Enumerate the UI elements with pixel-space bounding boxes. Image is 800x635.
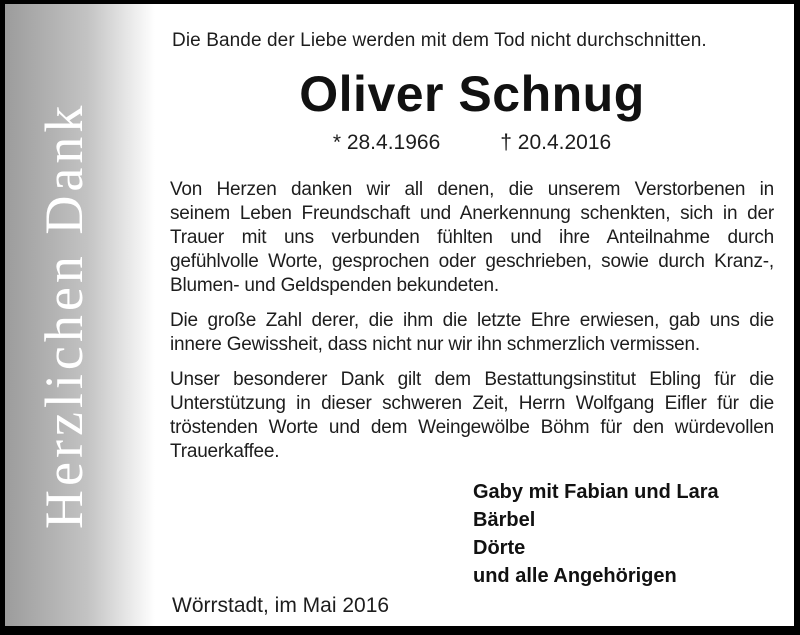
signature-block bbox=[473, 478, 774, 590]
deceased-name: Oliver Schnug bbox=[299, 66, 645, 122]
text-line: Trauer mit uns verbunden fühlten und ihre Anteilnahme durch bbox=[170, 227, 774, 248]
text-line: gefühlvolle Worte, gesprochen oder geschrieben, sowie durch Kranz-, bbox=[170, 251, 774, 272]
thanks-paragraphs bbox=[170, 178, 774, 464]
notice-content bbox=[170, 4, 774, 618]
text-line: Trauerkaffee. bbox=[170, 441, 280, 462]
place-date-line: Wörrstadt, im Mai 2016 bbox=[172, 594, 390, 617]
text-line: Unterstützung in dieser schweren Zeit, Herrn Wolfgang Eifler für die bbox=[170, 393, 774, 414]
text-line: Unser besonderer Dank gilt dem Bestattungsinstitut Ebling für die bbox=[170, 369, 774, 390]
text-line: seinem Leben Freundschaft und Anerkennung schenkten, sich in der bbox=[170, 203, 774, 224]
side-gradient-band bbox=[5, 4, 155, 626]
paragraph-2 bbox=[170, 309, 774, 357]
paragraph-1 bbox=[170, 178, 774, 298]
birth-date: * 28.4.1966 bbox=[332, 131, 441, 154]
signature-line: Bärbel bbox=[473, 509, 536, 531]
death-date: † 20.4.2016 bbox=[500, 131, 612, 154]
epigraph: Die Bande der Liebe werden mit dem Tod nicht durchschnitten. bbox=[172, 30, 707, 51]
life-dates bbox=[170, 131, 774, 155]
text-line: tröstenden Worte und dem Weingewölbe Böhm für den würdevollen bbox=[170, 417, 774, 438]
text-line: Die große Zahl derer, die ihm die letzte Ehre erwiesen, gab uns die bbox=[170, 310, 774, 331]
text-line: innere Gewissheit, dass nicht nur wir ihn schmerzlich vermissen. bbox=[170, 334, 700, 355]
text-line: Von Herzen danken wir all denen, die unserem Verstorbenen in bbox=[170, 179, 774, 200]
paragraph-3 bbox=[170, 368, 774, 464]
side-banner-text: Herzlichen Dank bbox=[34, 101, 94, 529]
signature-line: Gaby mit Fabian und Lara bbox=[473, 481, 719, 503]
signature-line: und alle Angehörigen bbox=[473, 565, 677, 587]
text-line: Blumen- und Geldspenden bekundeten. bbox=[170, 275, 499, 296]
signature-line: Dörte bbox=[473, 537, 526, 559]
